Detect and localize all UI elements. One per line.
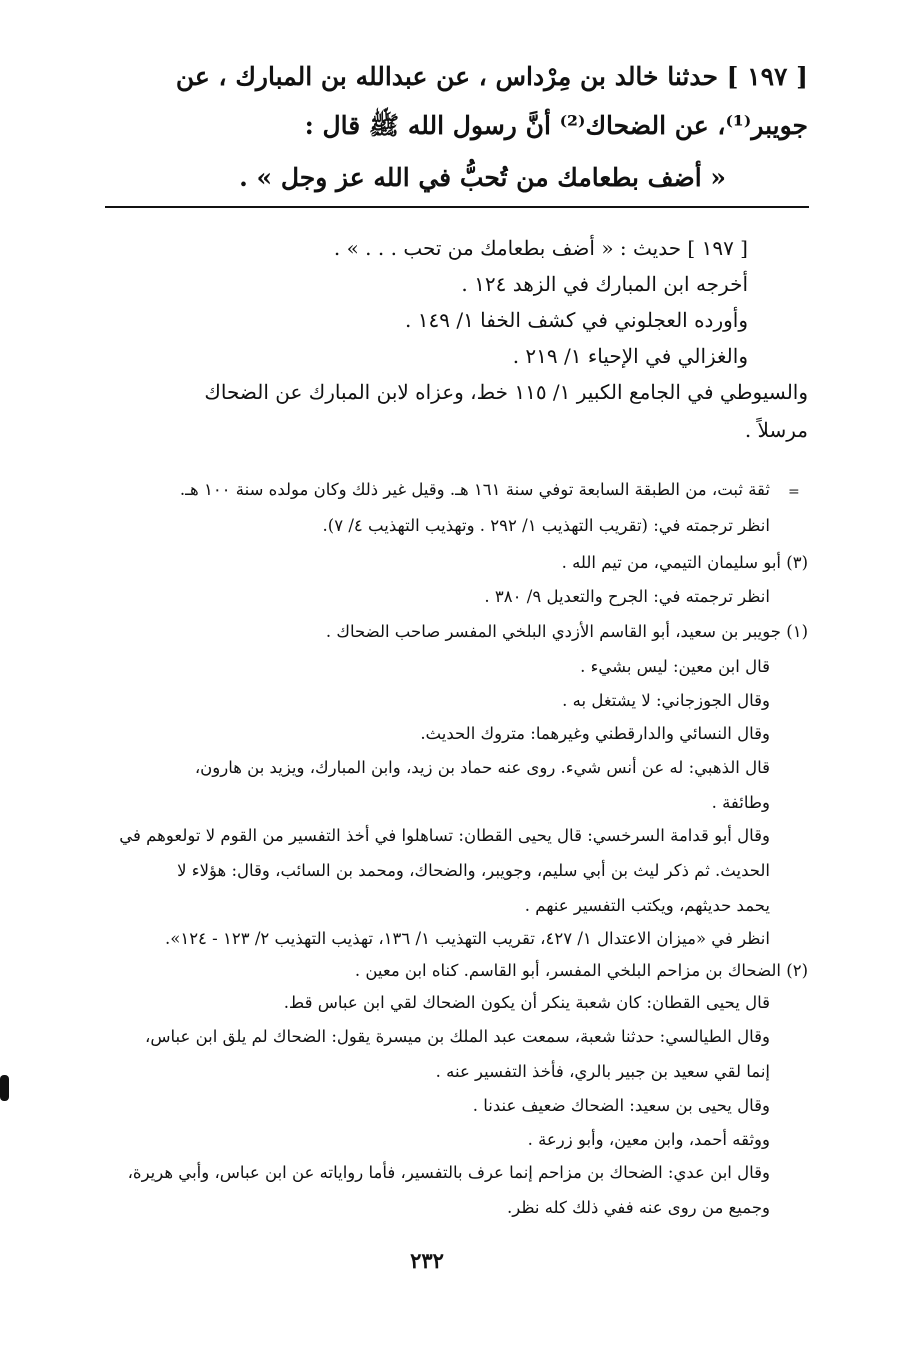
footnote-2-g: وجميع من روى عنه ففي ذلك كله نظر. [506, 1198, 770, 1217]
footnote-2: (٢) الضحاك بن مزاحم البلخي المفسر، أبو القاسم. كناه ابن معين . [354, 961, 808, 980]
takhrij-line-2: أخرجه ابن المبارك في الزهد ١٢٤ . [461, 272, 748, 296]
continuation-mark: = [788, 484, 800, 500]
footnote-2-d: وقال يحيى بن سعيد: الضحاك ضعيف عندنا . [472, 1096, 770, 1115]
page-number: ٢٣٢ [410, 1248, 444, 1273]
footnote-1-e: وطائفة . [711, 793, 770, 812]
hadith-line-3: « أضف بطعامك من تُحبُّ في الله عز وجل » . [239, 163, 726, 192]
takhrij-line-1: [ ١٩٧ ] حديث : « أضف بطعامك من تحب . . . » . [333, 236, 748, 260]
footnote-1-i: انظر في «ميزان الاعتدال ١/ ٤٢٧، تقريب التهذيب ١/ ١٣٦، تهذيب التهذيب ٢/ ١٢٣ - ١٢٤». [164, 929, 770, 948]
footnote-1-b: وقال الجوزجاني: لا يشتغل به . [562, 691, 770, 710]
footnote-cont-1: ثقة ثبت، من الطبقة السابعة توفي سنة ١٦١ هـ. وقيل غير ذلك وكان مولده سنة ١٠٠ هـ. [179, 480, 770, 499]
footnote-2-c: إنما لقي سعيد بن جبير بالري، فأخذ التفسير عنه . [435, 1062, 770, 1081]
hadith-line-2: جويبر⁽¹⁾، عن الضحاك⁽²⁾ أنَّ رسول الله ﷺ قال : [304, 111, 808, 140]
footnote-3: (٣) أبو سليمان التيمي، من تيم الله . [561, 553, 808, 572]
footnote-1-a: قال ابن معين: ليس بشيء . [580, 657, 770, 676]
separator-rule [105, 206, 809, 208]
footnote-1-f: وقال أبو قدامة السرخسي: قال يحيى القطان: تساهلوا في أخذ التفسير من القوم لا تولعوهم في [119, 826, 770, 845]
footnote-3-ref: انظر ترجمته في: الجرح والتعديل ٩/ ٣٨٠ . [484, 587, 770, 606]
footnote-1-h: يحمد حديثهم، ويكتب التفسير عنهم . [524, 896, 770, 915]
takhrij-line-6: مرسلاً . [744, 418, 808, 442]
footnote-2-b: وقال الطيالسي: حدثنا شعبة، سمعت عبد الملك بن ميسرة يقول: الضحاك لم يلق ابن عباس، [145, 1027, 770, 1046]
takhrij-line-5: والسيوطي في الجامع الكبير ١/ ١١٥ خط، وعزاه لابن المبارك عن الضحاك [204, 380, 808, 404]
footnote-2-e: ووثقه أحمد، وابن معين، وأبو زرعة . [527, 1130, 770, 1149]
takhrij-line-4: والغزالي في الإحياء ١/ ٢١٩ . [512, 344, 748, 368]
takhrij-line-3: وأورده العجلوني في كشف الخفا ١/ ١٤٩ . [405, 308, 748, 332]
hadith-line-1: [ ١٩٧ ] حدثنا خالد بن مِرْداس ، عن عبدالله بن المبارك ، عن [175, 62, 808, 91]
footnote-2-f: وقال ابن عدي: الضحاك بن مزاحم إنما عرف بالتفسير، فأما رواياته عن ابن عباس، وأبي هريرة، [127, 1163, 770, 1182]
scan-blot [0, 1075, 9, 1101]
footnote-1-g: الحديث. ثم ذكر ليث بن أبي سليم، وجويبر، والضحاك، ومحمد بن السائب، وقال: هؤلاء لا [177, 861, 770, 880]
footnote-1-d: قال الذهبي: له عن أنس شيء. روى عنه حماد بن زيد، وابن المبارك، ويزيد بن هارون، [194, 758, 770, 777]
footnote-1-c: وقال النسائي والدارقطني وغيرهما: متروك الحديث. [420, 724, 770, 743]
footnote-cont-2: انظر ترجمته في: (تقريب التهذيب ١/ ٢٩٢ . وتهذيب التهذيب ٤/ ٧). [322, 516, 770, 535]
footnote-2-a: قال يحيى القطان: كان شعبة ينكر أن يكون الضحاك لقي ابن عباس قط. [283, 993, 770, 1012]
footnote-1: (١) جويبر بن سعيد، أبو القاسم الأزدي البلخي المفسر صاحب الضحاك . [325, 622, 808, 641]
